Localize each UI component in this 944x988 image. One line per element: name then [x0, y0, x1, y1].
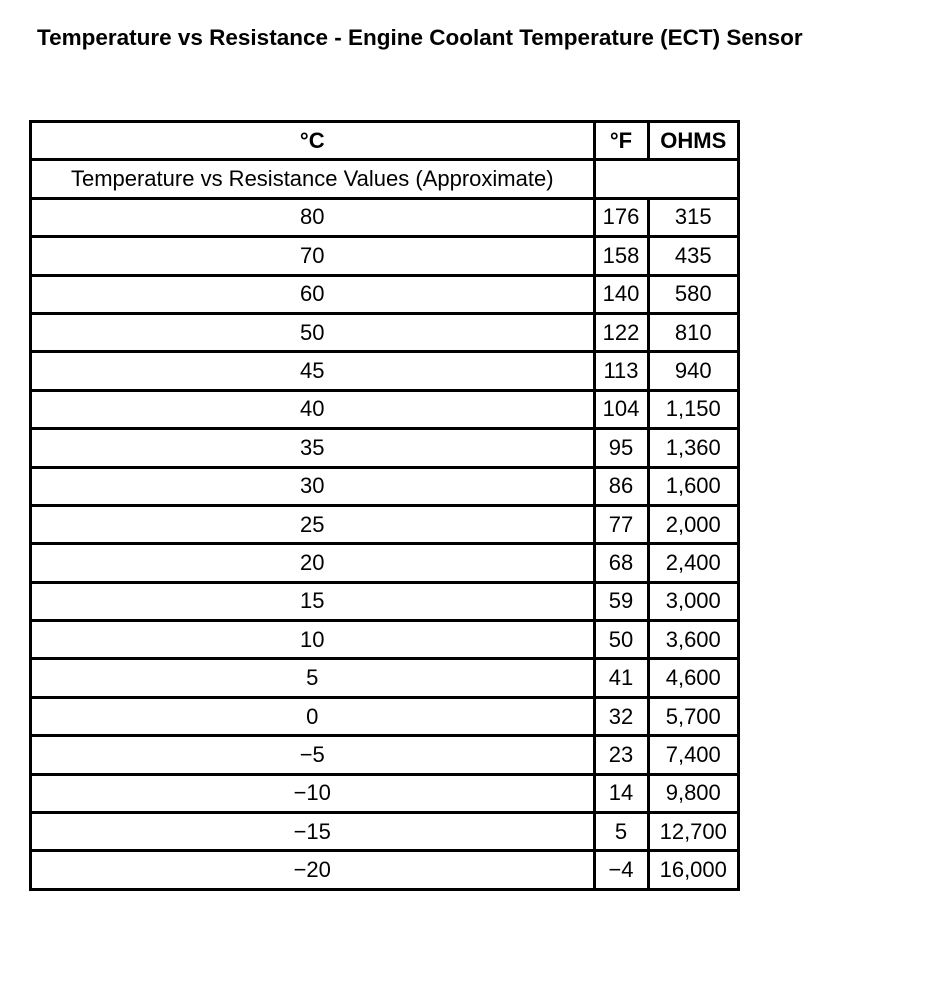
cell-fahrenheit: 50 — [594, 621, 648, 659]
table-subtitle: Temperature vs Resistance Values (Approximate) — [32, 160, 594, 198]
cell-fahrenheit: 59 — [594, 582, 648, 620]
header-ohms: OHMS — [648, 123, 737, 160]
table-row — [32, 198, 737, 236]
cell-celsius: −15 — [32, 813, 594, 851]
cell-ohms: 9,800 — [648, 774, 737, 812]
cell-celsius: −10 — [32, 774, 594, 812]
cell-fahrenheit: 32 — [594, 697, 648, 735]
table-row — [32, 544, 737, 582]
ect-table — [32, 123, 737, 888]
cell-ohms: 940 — [648, 352, 737, 390]
cell-celsius: 40 — [32, 390, 594, 428]
cell-ohms: 3,000 — [648, 582, 737, 620]
table-row — [32, 621, 737, 659]
table-row — [32, 851, 737, 888]
page-title: Temperature vs Resistance - Engine Coolant Temperature (ECT) Sensor — [37, 25, 803, 50]
table-row — [32, 774, 737, 812]
table-row — [32, 736, 737, 774]
header-celsius: °C — [32, 123, 594, 160]
cell-celsius: 70 — [32, 237, 594, 275]
cell-ohms: 435 — [648, 237, 737, 275]
cell-ohms: 1,600 — [648, 467, 737, 505]
cell-fahrenheit: 140 — [594, 275, 648, 313]
cell-fahrenheit: 176 — [594, 198, 648, 236]
cell-fahrenheit: 158 — [594, 237, 648, 275]
cell-ohms: 7,400 — [648, 736, 737, 774]
cell-ohms: 1,360 — [648, 429, 737, 467]
cell-celsius: 35 — [32, 429, 594, 467]
cell-fahrenheit: 68 — [594, 544, 648, 582]
cell-fahrenheit: 104 — [594, 390, 648, 428]
cell-ohms: 810 — [648, 313, 737, 351]
table-body — [32, 160, 737, 888]
cell-celsius: 5 — [32, 659, 594, 697]
table-row — [32, 313, 737, 351]
cell-celsius: 15 — [32, 582, 594, 620]
cell-celsius: 25 — [32, 505, 594, 543]
table-row — [32, 352, 737, 390]
cell-celsius: 20 — [32, 544, 594, 582]
cell-ohms: 12,700 — [648, 813, 737, 851]
cell-ohms: 580 — [648, 275, 737, 313]
cell-ohms: 5,700 — [648, 697, 737, 735]
table-row — [32, 582, 737, 620]
subtitle-empty-cell — [594, 160, 737, 198]
header-row — [32, 123, 737, 160]
cell-ohms: 4,600 — [648, 659, 737, 697]
cell-ohms: 16,000 — [648, 851, 737, 888]
cell-fahrenheit: 5 — [594, 813, 648, 851]
table-row — [32, 429, 737, 467]
ect-table-container — [29, 120, 740, 891]
table-row — [32, 697, 737, 735]
header-fahrenheit: °F — [594, 123, 648, 160]
cell-celsius: 50 — [32, 313, 594, 351]
table-row — [32, 275, 737, 313]
cell-fahrenheit: 86 — [594, 467, 648, 505]
cell-celsius: 0 — [32, 697, 594, 735]
table-row — [32, 467, 737, 505]
cell-celsius: −5 — [32, 736, 594, 774]
cell-celsius: 60 — [32, 275, 594, 313]
cell-fahrenheit: 23 — [594, 736, 648, 774]
table-row — [32, 813, 737, 851]
cell-celsius: 45 — [32, 352, 594, 390]
cell-celsius: 30 — [32, 467, 594, 505]
table-row — [32, 659, 737, 697]
cell-fahrenheit: 41 — [594, 659, 648, 697]
cell-fahrenheit: −4 — [594, 851, 648, 888]
table-row — [32, 505, 737, 543]
subtitle-row — [32, 160, 737, 198]
cell-ohms: 2,400 — [648, 544, 737, 582]
cell-fahrenheit: 77 — [594, 505, 648, 543]
cell-ohms: 3,600 — [648, 621, 737, 659]
cell-ohms: 315 — [648, 198, 737, 236]
cell-ohms: 1,150 — [648, 390, 737, 428]
cell-celsius: 10 — [32, 621, 594, 659]
cell-fahrenheit: 122 — [594, 313, 648, 351]
cell-celsius: −20 — [32, 851, 594, 888]
cell-ohms: 2,000 — [648, 505, 737, 543]
table-row — [32, 237, 737, 275]
cell-celsius: 80 — [32, 198, 594, 236]
cell-fahrenheit: 95 — [594, 429, 648, 467]
cell-fahrenheit: 14 — [594, 774, 648, 812]
table-row — [32, 390, 737, 428]
cell-fahrenheit: 113 — [594, 352, 648, 390]
